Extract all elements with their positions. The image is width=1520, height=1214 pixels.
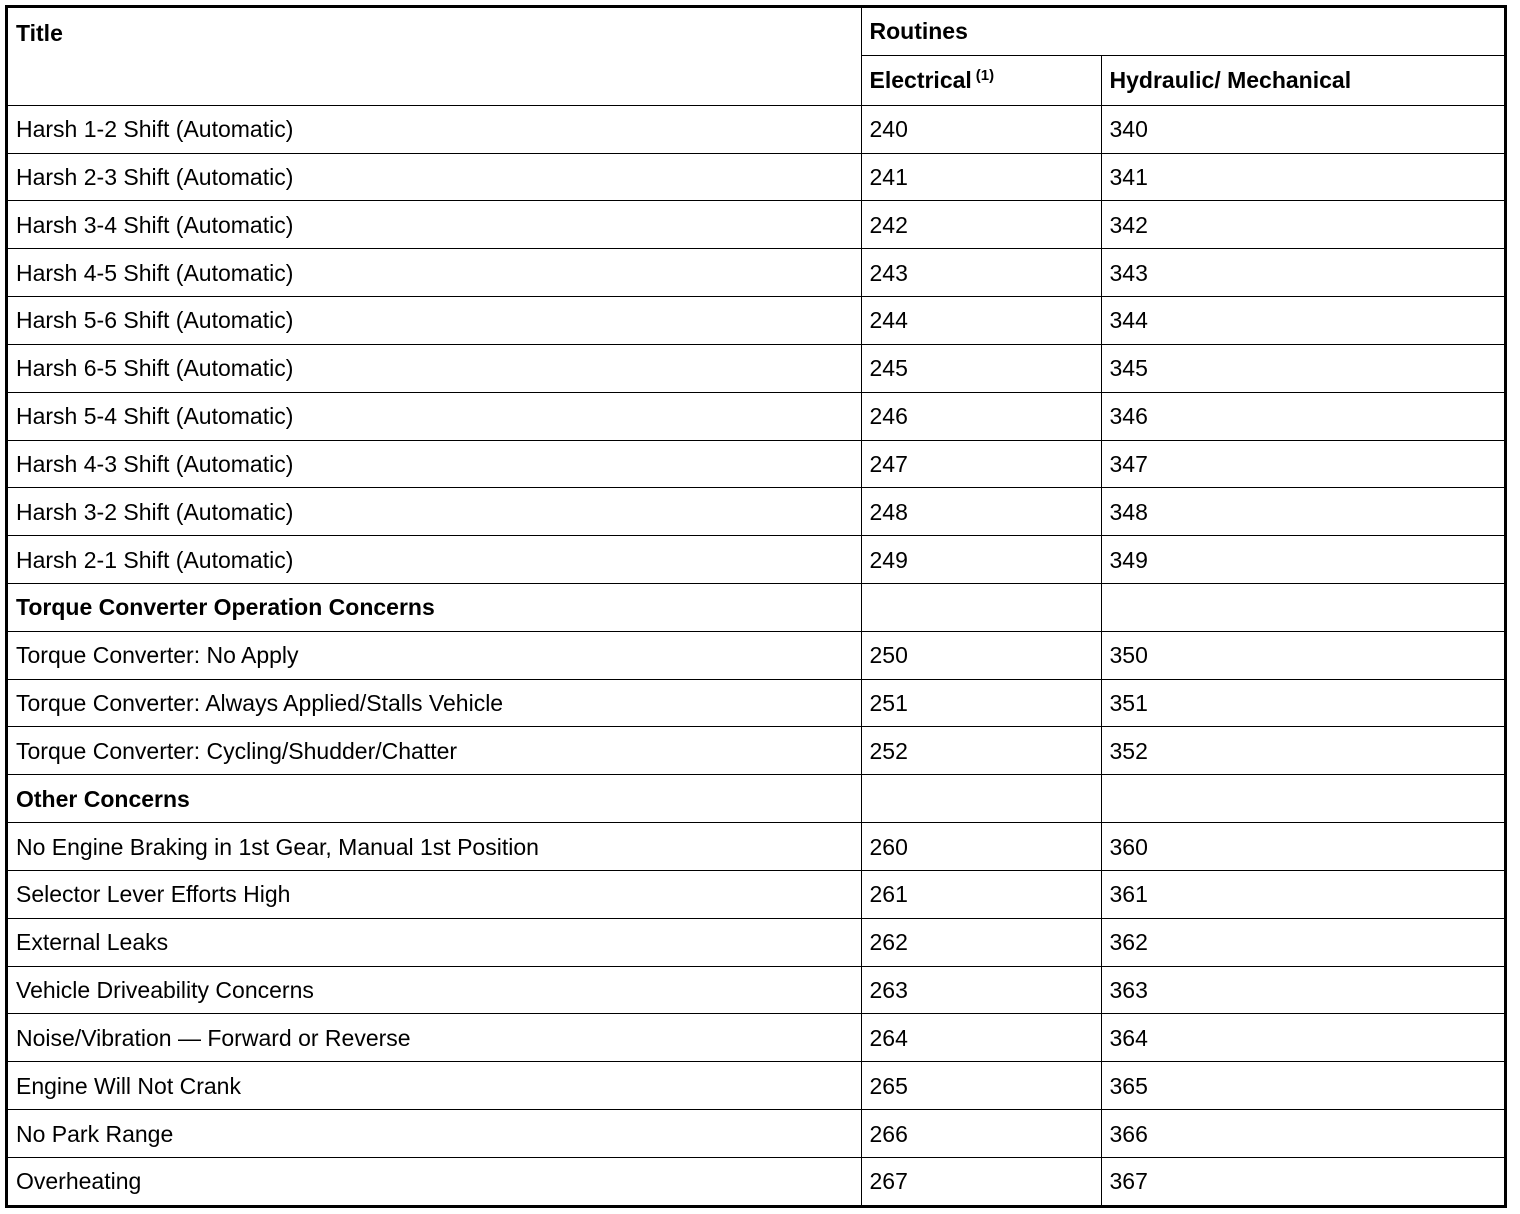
- row-electrical-cell: 240: [861, 105, 1101, 153]
- row-title-cell: Torque Converter: No Apply: [8, 631, 861, 679]
- row-hydraulic-cell: 346: [1101, 392, 1504, 440]
- table-row: [8, 249, 1504, 297]
- row-electrical-cell: 264: [861, 1014, 1101, 1062]
- row-title-cell: Harsh 2-1 Shift (Automatic): [8, 536, 861, 584]
- row-hydraulic-cell: 341: [1101, 153, 1504, 201]
- row-electrical-cell: 261: [861, 870, 1101, 918]
- row-electrical-cell: [861, 583, 1101, 631]
- row-electrical-cell: 243: [861, 249, 1101, 297]
- row-electrical-cell: 246: [861, 392, 1101, 440]
- row-title-cell: No Engine Braking in 1st Gear, Manual 1st Position: [8, 823, 861, 871]
- row-hydraulic-cell: 367: [1101, 1157, 1504, 1205]
- row-hydraulic-cell: 364: [1101, 1014, 1504, 1062]
- row-hydraulic-cell: 345: [1101, 344, 1504, 392]
- routines-table-container: [5, 5, 1507, 1208]
- row-title-cell: Engine Will Not Crank: [8, 1062, 861, 1110]
- table-row: [8, 966, 1504, 1014]
- row-hydraulic-cell: 344: [1101, 297, 1504, 345]
- row-hydraulic-cell: 351: [1101, 679, 1504, 727]
- table-row: [8, 1062, 1504, 1110]
- table-row: [8, 679, 1504, 727]
- row-title-cell: Harsh 2-3 Shift (Automatic): [8, 153, 861, 201]
- table-row: [8, 1014, 1504, 1062]
- row-electrical-cell: 262: [861, 918, 1101, 966]
- section-row: [8, 775, 1504, 823]
- row-hydraulic-cell: 340: [1101, 105, 1504, 153]
- row-hydraulic-cell: 342: [1101, 201, 1504, 249]
- row-hydraulic-cell: 360: [1101, 823, 1504, 871]
- row-electrical-cell: 263: [861, 966, 1101, 1014]
- row-electrical-cell: 242: [861, 201, 1101, 249]
- header-hydraulic: Hydraulic/ Mechanical: [1101, 55, 1504, 105]
- row-electrical-cell: 265: [861, 1062, 1101, 1110]
- table-row: [8, 870, 1504, 918]
- row-hydraulic-cell: 343: [1101, 249, 1504, 297]
- row-hydraulic-cell: [1101, 775, 1504, 823]
- row-title-cell: Selector Lever Efforts High: [8, 870, 861, 918]
- row-title-cell: Harsh 4-3 Shift (Automatic): [8, 440, 861, 488]
- table-row: [8, 344, 1504, 392]
- table-row: [8, 105, 1504, 153]
- row-hydraulic-cell: 363: [1101, 966, 1504, 1014]
- row-electrical-cell: 251: [861, 679, 1101, 727]
- row-title-cell: Harsh 3-2 Shift (Automatic): [8, 488, 861, 536]
- row-title-cell: Harsh 5-4 Shift (Automatic): [8, 392, 861, 440]
- row-hydraulic-cell: 362: [1101, 918, 1504, 966]
- row-title-cell: Harsh 5-6 Shift (Automatic): [8, 297, 861, 345]
- row-hydraulic-cell: 365: [1101, 1062, 1504, 1110]
- row-electrical-cell: 241: [861, 153, 1101, 201]
- row-hydraulic-cell: 366: [1101, 1110, 1504, 1158]
- row-hydraulic-cell: 349: [1101, 536, 1504, 584]
- header-routines: Routines: [861, 8, 1504, 55]
- row-title-cell: Torque Converter Operation Concerns: [8, 583, 861, 631]
- table-row: [8, 1110, 1504, 1158]
- row-title-cell: Harsh 3-4 Shift (Automatic): [8, 201, 861, 249]
- header-electrical-label: Electrical: [869, 67, 972, 94]
- row-electrical-cell: 250: [861, 631, 1101, 679]
- row-electrical-cell: 267: [861, 1157, 1101, 1205]
- row-electrical-cell: 266: [861, 1110, 1101, 1158]
- table-row: [8, 297, 1504, 345]
- table-row: [8, 1157, 1504, 1205]
- table-row: [8, 631, 1504, 679]
- row-electrical-cell: 247: [861, 440, 1101, 488]
- row-electrical-cell: 245: [861, 344, 1101, 392]
- header-electrical-note: (1): [975, 67, 995, 85]
- table-row: [8, 201, 1504, 249]
- row-title-cell: Vehicle Driveability Concerns: [8, 966, 861, 1014]
- row-title-cell: Noise/Vibration — Forward or Reverse: [8, 1014, 861, 1062]
- row-hydraulic-cell: [1101, 583, 1504, 631]
- table-row: [8, 727, 1504, 775]
- table-row: [8, 440, 1504, 488]
- row-electrical-cell: [861, 775, 1101, 823]
- row-hydraulic-cell: 361: [1101, 870, 1504, 918]
- table-row: [8, 153, 1504, 201]
- table-row: [8, 918, 1504, 966]
- row-title-cell: Harsh 1-2 Shift (Automatic): [8, 105, 861, 153]
- row-electrical-cell: 260: [861, 823, 1101, 871]
- row-title-cell: Harsh 6-5 Shift (Automatic): [8, 344, 861, 392]
- row-title-cell: External Leaks: [8, 918, 861, 966]
- table-row: [8, 536, 1504, 584]
- header-title: Title: [8, 8, 861, 105]
- row-title-cell: Torque Converter: Cycling/Shudder/Chatter: [8, 727, 861, 775]
- header-row: [8, 8, 1504, 55]
- routines-table: [8, 8, 1504, 1205]
- row-electrical-cell: 252: [861, 727, 1101, 775]
- row-electrical-cell: 244: [861, 297, 1101, 345]
- section-row: [8, 583, 1504, 631]
- row-hydraulic-cell: 352: [1101, 727, 1504, 775]
- row-title-cell: Overheating: [8, 1157, 861, 1205]
- row-electrical-cell: 248: [861, 488, 1101, 536]
- row-hydraulic-cell: 347: [1101, 440, 1504, 488]
- row-title-cell: Torque Converter: Always Applied/Stalls Vehicle: [8, 679, 861, 727]
- row-hydraulic-cell: 348: [1101, 488, 1504, 536]
- row-hydraulic-cell: 350: [1101, 631, 1504, 679]
- table-row: [8, 392, 1504, 440]
- table-row: [8, 488, 1504, 536]
- table-row: [8, 823, 1504, 871]
- header-electrical: [861, 55, 1101, 105]
- row-title-cell: Harsh 4-5 Shift (Automatic): [8, 249, 861, 297]
- row-title-cell: No Park Range: [8, 1110, 861, 1158]
- row-title-cell: Other Concerns: [8, 775, 861, 823]
- row-electrical-cell: 249: [861, 536, 1101, 584]
